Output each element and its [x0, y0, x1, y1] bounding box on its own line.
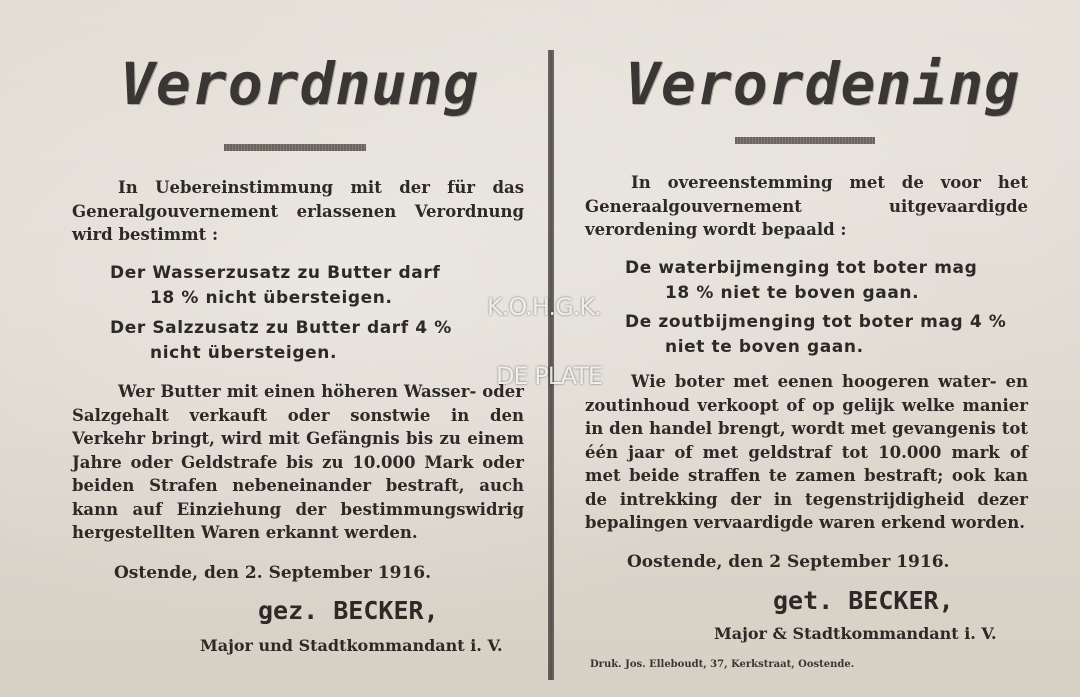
german-rule-salt-line2: nicht übersteigen. — [150, 343, 338, 363]
dutch-rule-water-line1: De waterbijmenging tot boter mag — [625, 258, 978, 278]
german-date: Ostende, den 2. September 1916. — [114, 563, 432, 583]
dutch-penalty: Wie boter met eenen hoogeren water- en zoutinhoud verkoopt of op gelijk welke manier in den handel brengt, wordt met gevangenis tot één jaar of met geldstraf tot 10.000 mark of met beide straffen te zamen bestraft; ook kan de intrekking der in tegenstrijdigheid dezer bepalingen vervaardigde waren erkend worden. — [585, 372, 1028, 532]
german-title-underline — [224, 144, 366, 151]
german-rule-water-line2: 18 % nicht übersteigen. — [150, 288, 393, 308]
german-rank: Major und Stadtkommandant i. V. — [200, 636, 503, 655]
dutch-date: Oostende, den 2 September 1916. — [627, 552, 950, 572]
dutch-rule-salt-line1: De zoutbijmenging tot boter mag 4 % — [625, 312, 1007, 332]
dutch-intro: In overeenstemming met de voor het Generaalgouvernement uitgevaardigde verordening wordt bepaald : — [585, 173, 1028, 239]
german-rule-salt-line1: Der Salzzusatz zu Butter darf 4 % — [110, 318, 452, 338]
german-rule-salt — [110, 316, 452, 366]
german-penalty: Wer Butter mit einen höheren Wasser- oder Salzgehalt verkauft oder sonstwie in den Verkehr bringt, wird mit Gefängnis bis zu einem Jahre oder Geldstrafe bis zu 10.000 Mark oder beiden Strafen nebeneinander bestraft, auch kann auf Einziehung der bestimmungswidrig hergestellten Waren erkannt werden. — [72, 382, 524, 542]
german-title: Verordnung — [120, 50, 480, 118]
printer-imprint: Druk. Jos. Elleboudt, 37, Kerkstraat, Oostende. — [590, 659, 855, 670]
dutch-rule-salt — [625, 310, 1006, 360]
dutch-rank: Major & Stadtkommandant i. V. — [714, 624, 997, 643]
german-rule-water — [110, 261, 440, 311]
watermark-line2: DE PLATE — [496, 362, 603, 390]
watermark-line1: K.O.H.G.K. — [487, 293, 601, 321]
dutch-rule-salt-line2: niet te boven gaan. — [665, 337, 864, 357]
dutch-signature: get. BECKER, — [773, 586, 954, 615]
dutch-title-underline — [735, 137, 875, 144]
dutch-rule-water — [625, 256, 977, 306]
dutch-title: Verordening — [625, 50, 1021, 118]
dutch-rule-water-line2: 18 % niet te boven gaan. — [665, 283, 920, 303]
german-signature: gez. BECKER, — [258, 596, 439, 625]
german-rule-water-line1: Der Wasserzusatz zu Butter darf — [110, 263, 441, 283]
german-intro: In Uebereinstimmung mit der für das Generalgouvernement erlassenen Verordnung wird bestimmt : — [72, 178, 524, 244]
